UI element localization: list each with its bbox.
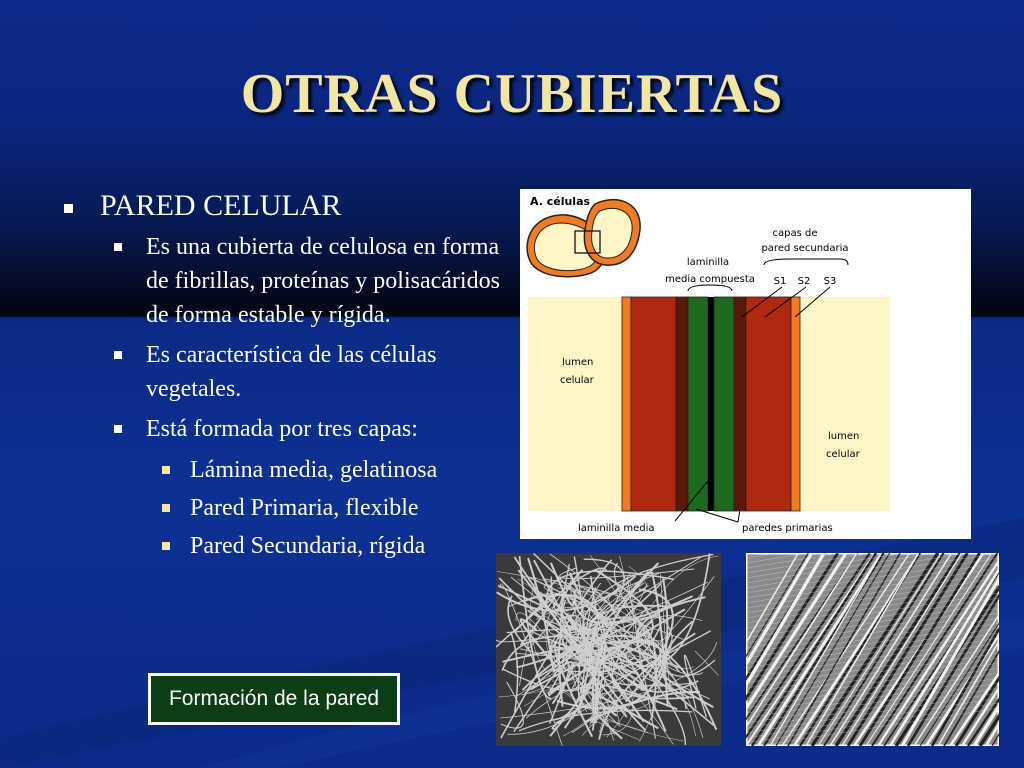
cells-illustration — [527, 200, 640, 277]
s2-label: S2 — [797, 276, 811, 287]
lumen-left-2: celular — [560, 375, 594, 386]
cellulose-fibrils-micrograph — [496, 553, 721, 746]
paredes-primarias-label: paredes primarias — [742, 523, 833, 534]
square-bullet-icon — [114, 425, 122, 433]
slide-title: OTRAS CUBIERTAS — [240, 63, 784, 125]
bullet-sub — [62, 412, 502, 446]
bullet-text: Es característica de las células vegetales. — [146, 342, 437, 402]
bullet-layer — [62, 529, 502, 563]
laminilla-label-2: media compuesta — [665, 274, 755, 285]
cells-label: A. células — [530, 195, 591, 208]
bullet-layer — [62, 453, 502, 487]
cell-wall-diagram — [520, 189, 971, 539]
lumen-right-2: celular — [826, 449, 860, 460]
laminilla-media-label: laminilla media — [578, 523, 655, 534]
bullet-text: PARED CELULAR — [100, 189, 342, 222]
square-bullet-icon — [114, 243, 122, 251]
square-bullet-icon — [162, 504, 170, 512]
capas-label-1: capas de — [772, 228, 818, 239]
lumen-left-1: lumen — [562, 357, 594, 368]
bullet-sub — [62, 338, 502, 406]
lumen-right-1: lumen — [828, 431, 860, 442]
square-bullet-icon — [64, 204, 73, 213]
laminilla-label-1: laminilla — [686, 257, 730, 268]
square-bullet-icon — [114, 351, 122, 359]
bullet-text: Pared Secundaria, rígida — [190, 533, 426, 559]
bullet-text: Lámina media, gelatinosa — [190, 457, 438, 483]
bullet-layer — [62, 491, 502, 525]
bullet-text: Está formada por tres capas: — [146, 416, 418, 442]
bullet-list — [62, 188, 502, 563]
s1-label: S1 — [773, 276, 787, 287]
s3-label: S3 — [823, 276, 837, 287]
square-bullet-icon — [162, 542, 170, 550]
square-bullet-icon — [162, 466, 170, 474]
capas-label-2: pared secundaria — [761, 243, 849, 254]
bullet-sub — [62, 230, 502, 332]
secondary-wall-micrograph — [746, 553, 999, 746]
formacion-pared-button[interactable]: Formación de la pared — [148, 673, 400, 725]
bullet-text: Es una cubierta de celulosa en forma de fibrillas, proteínas y polisacáridos de forma estable y rígida. — [146, 234, 500, 328]
bullet-text: Pared Primaria, flexible — [190, 495, 419, 521]
bullet-main — [62, 188, 502, 224]
